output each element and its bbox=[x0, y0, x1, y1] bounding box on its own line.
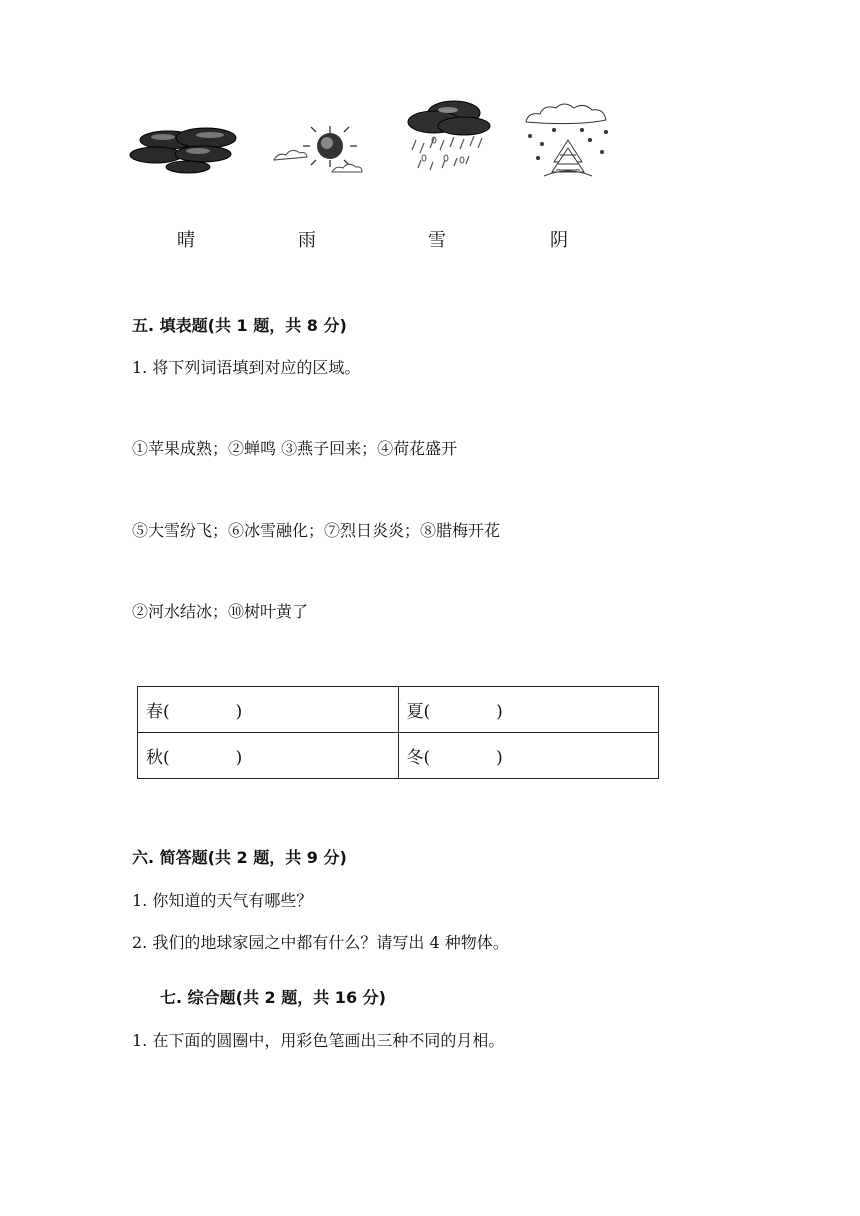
section-7-question-1: 1. 在下面的圆圈中，用彩色笔画出三种不同的月相。 bbox=[132, 1031, 505, 1050]
autumn-cell[interactable] bbox=[138, 733, 399, 779]
weather-label-snowy: 雪 bbox=[428, 230, 446, 251]
cloudy-icon bbox=[128, 122, 243, 177]
spring-cell[interactable] bbox=[138, 687, 399, 733]
section-6-title: 六. 简答题(共 2 题，共 9 分) bbox=[132, 848, 347, 867]
rainy-icon bbox=[404, 98, 496, 176]
close-paren: ) bbox=[496, 702, 503, 722]
open-paren: ( bbox=[163, 748, 170, 768]
section-6-question-1: 1. 你知道的天气有哪些？ bbox=[132, 891, 313, 910]
weather-label-cloudy: 阴 bbox=[550, 230, 568, 251]
section-5-title: 五. 填表题(共 1 题，共 8 分) bbox=[132, 316, 347, 335]
winter-label: 冬 bbox=[406, 748, 424, 768]
weather-label-rainy: 雨 bbox=[298, 230, 316, 251]
section-7-title: 七. 综合题(共 2 题，共 16 分) bbox=[160, 988, 386, 1007]
winter-cell[interactable] bbox=[398, 733, 659, 779]
open-paren: ( bbox=[423, 702, 431, 722]
open-paren: ( bbox=[423, 748, 431, 768]
close-paren: ) bbox=[496, 748, 503, 768]
word-list-line-2: ⑤大雪纷飞；⑥冰雪融化；⑦烈日炎炎；⑧腊梅开花 bbox=[132, 521, 501, 540]
word-list-line-3: ②河水结冰；⑩树叶黄了 bbox=[132, 602, 309, 621]
spring-label: 春 bbox=[146, 702, 163, 722]
section-5-question-1: 1. 将下列词语填到对应的区域。 bbox=[132, 358, 361, 377]
snowy-icon bbox=[520, 100, 616, 178]
close-paren: ) bbox=[235, 702, 243, 722]
open-paren: ( bbox=[163, 702, 170, 722]
autumn-label: 秋 bbox=[146, 748, 163, 768]
section-6-question-2: 2. 我们的地球家园之中都有什么？请写出 4 种物体。 bbox=[132, 933, 509, 952]
close-paren: ) bbox=[235, 748, 243, 768]
word-list-line-1: ①苹果成熟；②蝉鸣 ③燕子回来；④荷花盛开 bbox=[132, 439, 458, 458]
weather-label-sunny: 晴 bbox=[177, 230, 195, 251]
summer-cell[interactable] bbox=[398, 687, 659, 733]
sunny-icon bbox=[270, 122, 375, 180]
season-table bbox=[137, 686, 659, 779]
summer-label: 夏 bbox=[406, 702, 424, 722]
